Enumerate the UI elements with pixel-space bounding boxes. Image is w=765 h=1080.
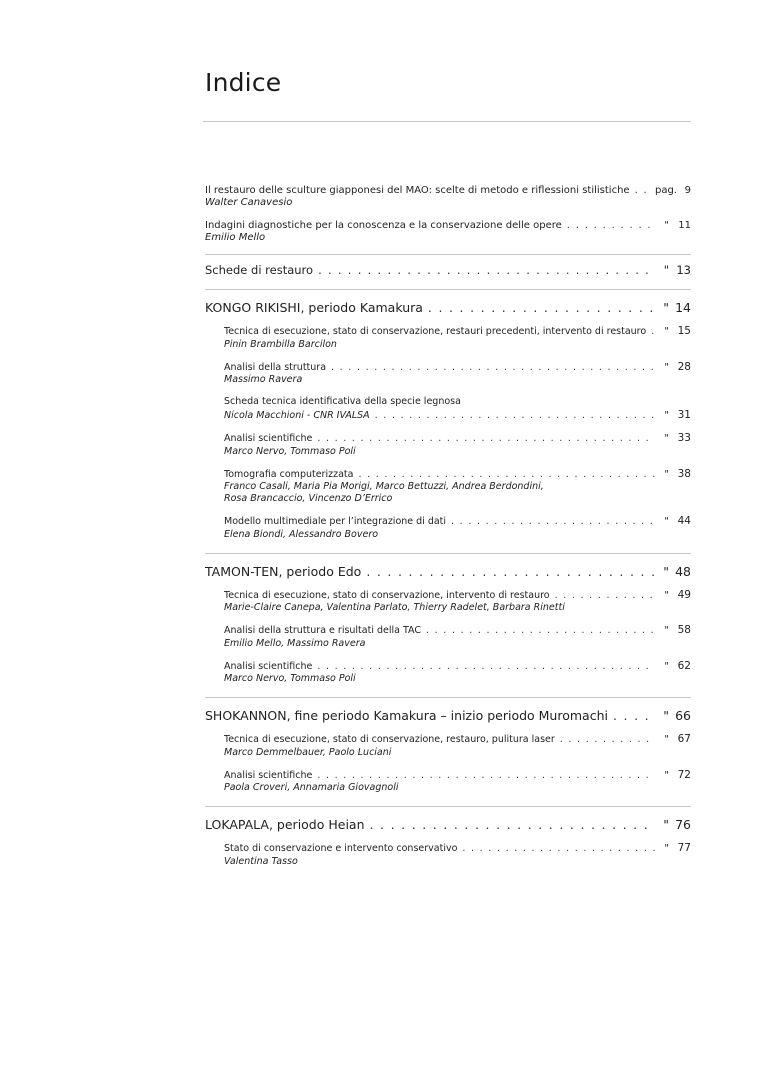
toc-subentry[interactable] [224,660,691,686]
ditto-mark: " [664,769,669,781]
page-number: 72 [677,768,691,781]
leader-dots [331,362,655,375]
entry-title: Tecnica di esecuzione, stato di conservazione, restauro, pulitura laser [224,734,555,745]
ditto-mark: " [664,734,669,745]
ditto-mark: " [664,589,669,601]
page-number: 76 [675,817,691,832]
page-number: 33 [677,432,691,444]
ditto-mark: " [664,220,669,231]
pag-label: pag. [654,185,677,196]
entry-line [224,515,691,529]
ditto-mark: " [663,817,669,832]
entry-author: Marco Nervo, Tommaso Poli [224,673,356,684]
entry-title: Analisi della struttura [224,361,327,373]
entry-line [224,589,691,603]
toc-subentry[interactable] [224,325,691,351]
entry-author: Massimo Ravera [224,374,303,385]
entry-title: Tecnica di esecuzione, stato di conservazione, restauri precedenti, intervento di restauro [224,326,647,337]
page-number: 67 [677,733,691,745]
ditto-mark: " [664,516,669,527]
entry-author: Marie-Claire Canepa, Valentina Parlato, Thierry Radelet, Barbara Rinetti [224,602,565,613]
leader-dots [462,843,655,856]
entry-title: Modello multimediale per l’integrazione di dati [224,516,447,527]
toc-subentry[interactable] [224,769,691,795]
entry-title: Analisi scientifiche [224,660,313,672]
toc-subentry[interactable] [224,396,691,422]
leader-dots [635,184,653,197]
leader-dots [651,326,655,339]
leader-dots [375,410,655,423]
entry-title: Schede di restauro [205,263,314,277]
ditto-mark: " [664,361,669,373]
ditto-mark: " [664,409,669,421]
entry-line [224,624,691,638]
toc-subentry[interactable] [224,515,691,541]
entry-line [205,817,691,832]
page-number: 9 [684,185,691,196]
entry-title: KONGO RIKISHI, periodo Kamakura [205,300,423,315]
leader-dots [370,817,655,832]
toc-subentry[interactable] [224,468,691,506]
entry-pre-title: Scheda tecnica identificativa della specie legnosa [224,396,461,407]
entry-author: Valentina Tasso [224,855,298,867]
page-number: 77 [677,842,691,854]
entry-title: Tomografia computerizzata [224,468,354,480]
entry-title: Stato di conservazione e intervento conservativo [224,843,458,854]
toc-entry[interactable] [205,184,691,209]
leader-dots [428,300,655,315]
entry-line [224,842,691,856]
ditto-mark: " [664,433,669,444]
page-number: 58 [677,624,691,636]
toc-subentry[interactable] [224,361,691,387]
toc-section [205,697,691,806]
toc-subentry[interactable] [224,624,691,650]
entry-title: TAMON-TEN, periodo Edo [205,563,362,579]
entry-title: Analisi della struttura e risultati della TAC [224,625,422,636]
entry-line [224,361,691,375]
entry-line [224,409,691,423]
leader-dots [560,734,655,747]
entry-title: Analisi scientifiche [224,433,313,444]
entry-author: Pinin Brambilla Barcilon [224,338,337,350]
ditto-mark: " [664,468,669,480]
entry-author: Marco Nervo, Tommaso Poli [224,445,356,457]
section-heading[interactable] [205,697,691,723]
section-heading[interactable] [205,806,691,832]
entry-title: SHOKANNON, fine periodo Kamakura – inizio periodo Muromachi [205,708,608,723]
page-number: 13 [676,263,691,277]
ditto-mark: " [664,625,669,636]
entry-author: Elena Biondi, Alessandro Bovero [224,528,379,540]
title-divider [203,121,691,122]
entry-title: Analisi scientifiche [224,769,313,781]
ditto-mark: " [663,563,669,579]
ditto-mark: " [663,300,669,315]
leader-dots [426,625,655,638]
section-heading[interactable] [205,289,691,315]
entry-line [205,564,691,579]
toc-entry[interactable] [205,219,691,244]
entry-line [224,432,691,446]
page-number: 14 [675,300,691,315]
ditto-mark: " [664,326,669,337]
ditto-mark: " [663,263,669,277]
leader-dots [567,219,655,232]
page-title: Indice [205,68,282,97]
entry-author: Franco Casali, Maria Pia Morigi, Marco Bettuzzi, Andrea Berdondini, [224,481,544,492]
section-heading[interactable] [205,553,691,579]
leader-dots [317,433,655,446]
ditto-mark: " [663,708,669,723]
page-number: 38 [677,467,691,480]
toc-entry-schede[interactable] [205,254,691,277]
table-of-contents [205,184,691,880]
leader-dots [366,564,655,579]
ditto-mark: " [664,660,669,672]
entry-author: Emilio Mello, Massimo Ravera [224,637,366,649]
page-number: 62 [677,659,691,672]
entry-author: Walter Canavesio [205,197,293,208]
leader-dots [317,661,655,674]
toc-section [205,806,691,880]
toc-subentry[interactable] [224,432,691,458]
toc-section [205,553,691,698]
leader-dots [613,708,655,723]
entry-author: Paola Croveri, Annamaria Giovagnoli [224,782,399,793]
entry-title: Nicola Macchioni - CNR IVALSA [224,409,370,421]
page-number: 49 [677,588,691,601]
entry-author: Emilio Mello [205,232,266,243]
ditto-mark: " [664,843,669,854]
entry-title: LOKAPALA, periodo Heian [205,817,365,832]
entry-author: Rosa Brancaccio, Vincenzo D’Errico [224,493,393,504]
page-number: 31 [677,408,691,421]
toc-subentry[interactable] [224,589,691,615]
leader-dots [555,590,655,603]
page-number: 15 [677,325,691,337]
toc-subentry[interactable] [224,733,691,759]
entry-line [224,468,691,482]
leader-dots [451,516,655,529]
sections-container [205,289,691,880]
page-number: 11 [678,220,691,231]
leader-dots [317,770,655,783]
entry-line [205,708,691,723]
entry-line [224,325,691,339]
leader-dots [358,469,655,482]
page-number: 48 [675,563,691,579]
toc-section [205,289,691,553]
toc-subentry[interactable] [224,842,691,868]
page-number: 44 [677,515,691,527]
entry-title: Indagini diagnostiche per la conoscenza e la conservazione delle opere [205,220,562,231]
page-number: 66 [675,708,691,723]
entry-author: Marco Demmelbauer, Paolo Luciani [224,746,392,758]
entry-line [224,769,691,783]
entry-line [224,660,691,674]
page-number: 28 [677,360,691,373]
entry-title: Il restauro delle sculture giapponesi del MAO: scelte di metodo e riflessioni stilistiche [205,185,630,196]
leader-dots [318,263,655,277]
entry-line [205,300,691,315]
entry-line [224,733,691,747]
entry-title: Tecnica di esecuzione, stato di conservazione, intervento di restauro [224,589,550,601]
